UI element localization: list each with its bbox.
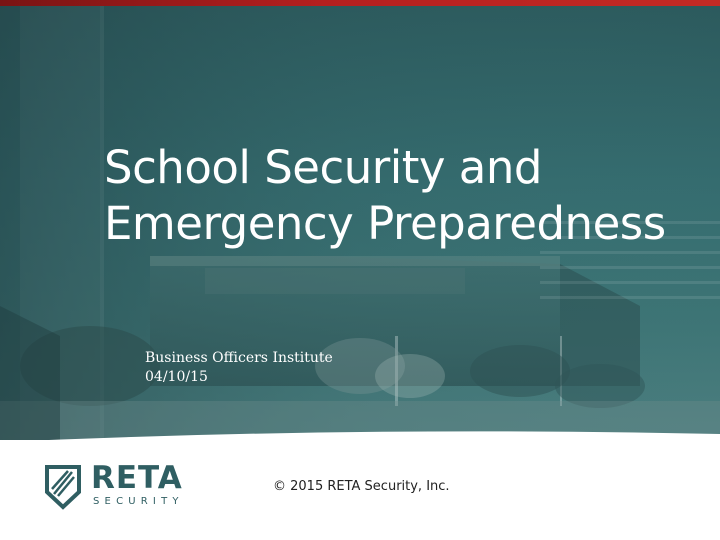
shield-icon — [44, 464, 82, 510]
reta-security-logo — [44, 460, 184, 512]
subtitle-date: 04/10/15 — [145, 369, 208, 385]
title-line-1: School Security and — [104, 141, 542, 194]
copyright-text: © 2015 RETA Security, Inc. — [273, 479, 450, 494]
hero-background — [0, 6, 720, 450]
logo-subtext: SECURITY — [93, 496, 184, 507]
title-line-2: Emergency Preparedness — [104, 197, 666, 250]
logo-wordmark: RETA — [91, 460, 183, 496]
slide-subtitle — [145, 349, 465, 387]
subtitle-event: Business Officers Institute — [145, 350, 333, 366]
slide-title — [104, 140, 714, 252]
